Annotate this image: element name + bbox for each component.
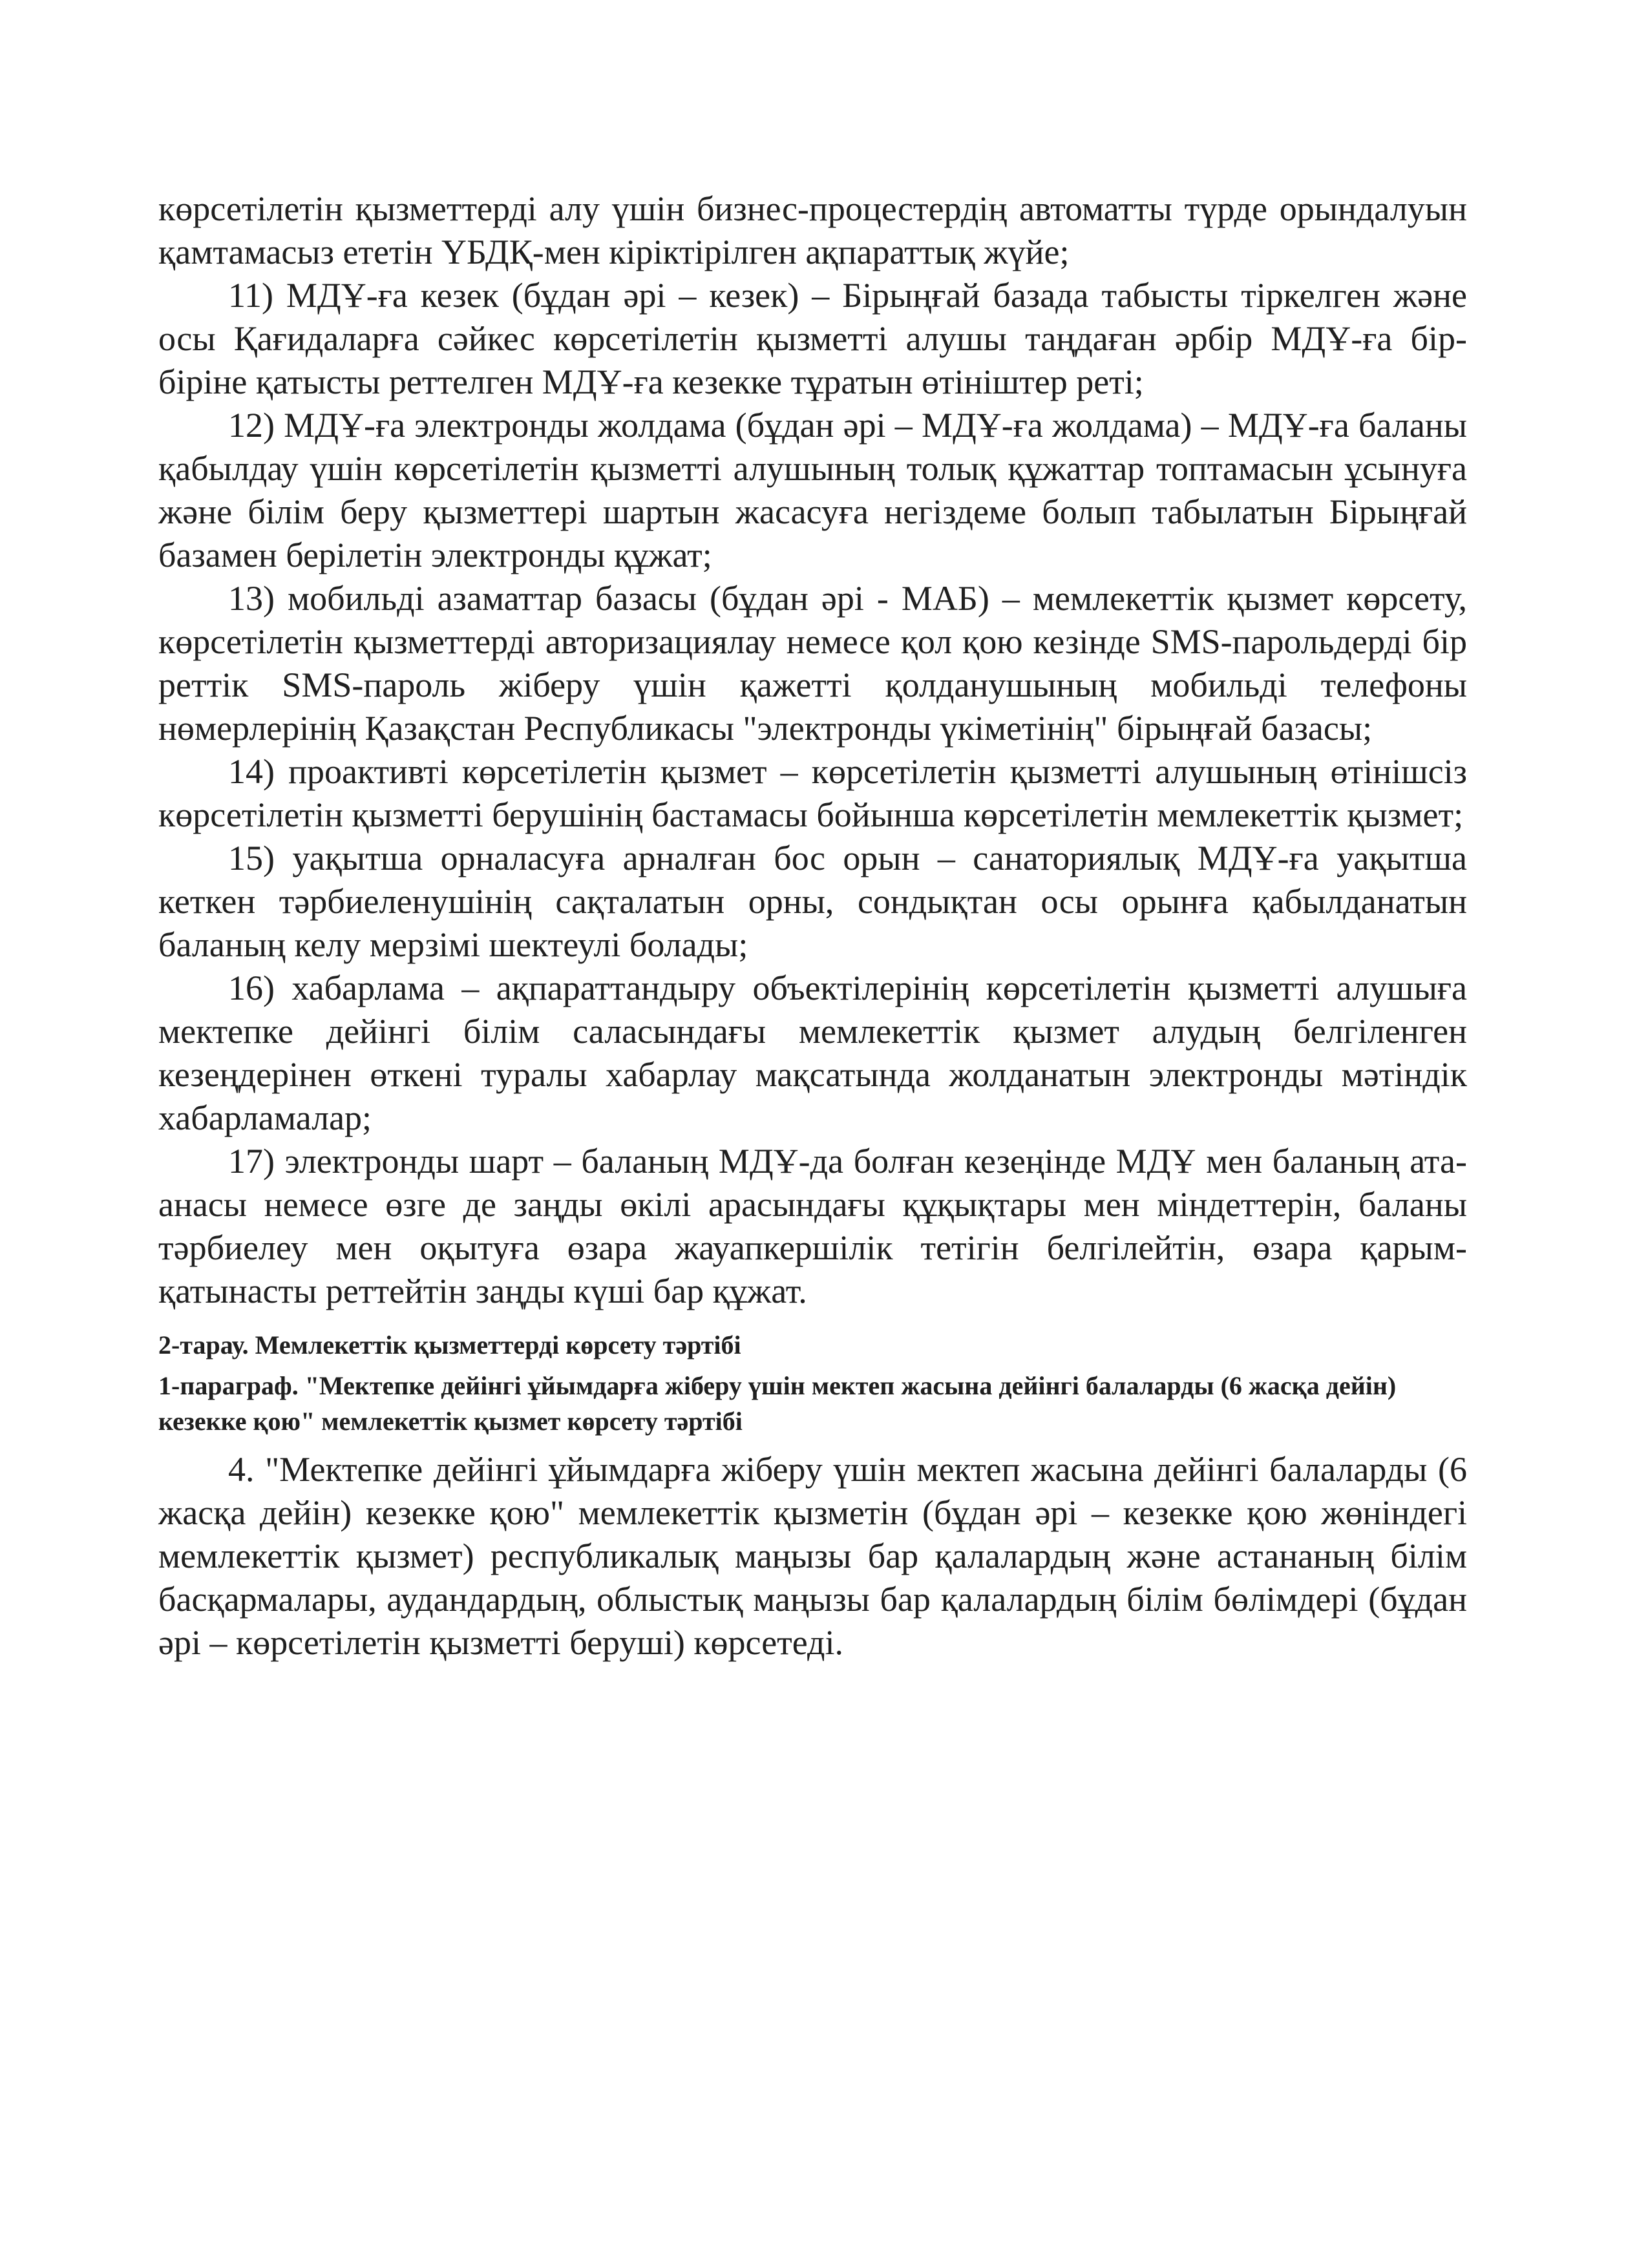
paragraph-item-12: 12) МДҰ-ға электронды жолдама (бұдан әрі – МДҰ-ға жолдама) – МДҰ-ға баланы қабылдау үшін көрсетілетін қызметті алушының толық құжаттар топтамасын ұсынуға және білім беру қызметтері шартын жасасуға негіздеме болып табылатын Бірыңғай базамен берілетін электронды құжат; [158,406,1467,574]
paragraph-item-4: 4. "Мектепке дейінгі ұйымдарға жіберу үшін мектеп жасына дейінгі балаларды (6 жасқа дейін) кезекке қою" мемлекеттік қызметін (бұдан әрі – кезекке қою жөніндегі мемлекеттік қызмет) республикалық маңызы бар қалалардың және астананың білім басқармалары, аудандардың, облыстық маңызы бар қалалардың білім бөлімдері (бұдан әрі – көрсетілетін қызметті беруші) көрсетеді. [158,1450,1467,1662]
document-page [158,187,1467,1664]
paragraph-item-17: 17) электронды шарт – баланың МДҰ-да болған кезеңінде МДҰ мен баланың ата-анасы немесе өзге де заңды өкілі арасындағы құқықтары мен міндеттерін, баланы тәрбиелеу мен оқытуға өзара жауапкершілік тетігін белгілейтін, өзара қарым-қатынасты реттейтін заңды күші бар құжат. [158,1142,1467,1310]
paragraph-item-11: 11) МДҰ-ға кезек (бұдан әрі – кезек) – Бірыңғай базада табысты тіркелген және осы Қағидаларға сәйкес көрсетілетін қызметті алушы таңдаған әрбір МДҰ-ға бір-біріне қатысты реттелген МДҰ-ға кезекке тұратын өтініштер реті; [158,276,1467,401]
paragraph-continuation: көрсетілетін қызметтерді алу үшін бизнес-процестердің автоматты түрде орындалуын қамтамасыз ететін ҮБДҚ-мен кіріктірілген ақпараттық жүйе; [158,189,1467,271]
paragraph-item-16: 16) хабарлама – ақпараттандыру объектілерінің көрсетілетін қызметті алушыға мектепке дейінгі білім саласындағы мемлекеттік қызмет алудың белгіленген кезеңдерінен өткені туралы хабарлау мақсатында жолданатын электронды мәтіндік хабарламалар; [158,969,1467,1137]
paragraph-item-15: 15) уақытша орналасуға арналған бос орын – санаториялық МДҰ-ға уақытша кеткен тәрбиеленушінің сақталатын орны, сондықтан осы орынға қабылданатын баланың келу мерзімі шектеулі болады; [158,839,1467,964]
paragraph-item-14: 14) проактивті көрсетілетін қызмет – көрсетілетін қызметті алушының өтінішсіз көрсетілетін қызметті берушінің бастамасы бойынша көрсетілетін мемлекеттік қызмет; [158,752,1467,834]
paragraph-item-13: 13) мобильді азаматтар базасы (бұдан әрі - МАБ) – мемлекеттік қызмет көрсету, көрсетілетін қызметтерді авторизациялау немесе қол қою кезінде SMS-парольдерді бір реттік SMS-пароль жіберу үшін қажетті қолданушының мобильді телефоны нөмерлерінің Қазақстан Республикасы "электронды үкіметінің" бірыңғай базасы; [158,579,1467,748]
section-heading: 2-тарау. Мемлекеттік қызметтерді көрсету тәртібі [158,1330,741,1360]
paragraph-heading: 1-параграф. "Мектепке дейінгі ұйымдарға жіберу үшін мектеп жасына дейінгі балаларды (6 жасқа дейін) кезекке қою" мемлекеттік қызмет көрсету тәртібі [158,1371,1397,1436]
